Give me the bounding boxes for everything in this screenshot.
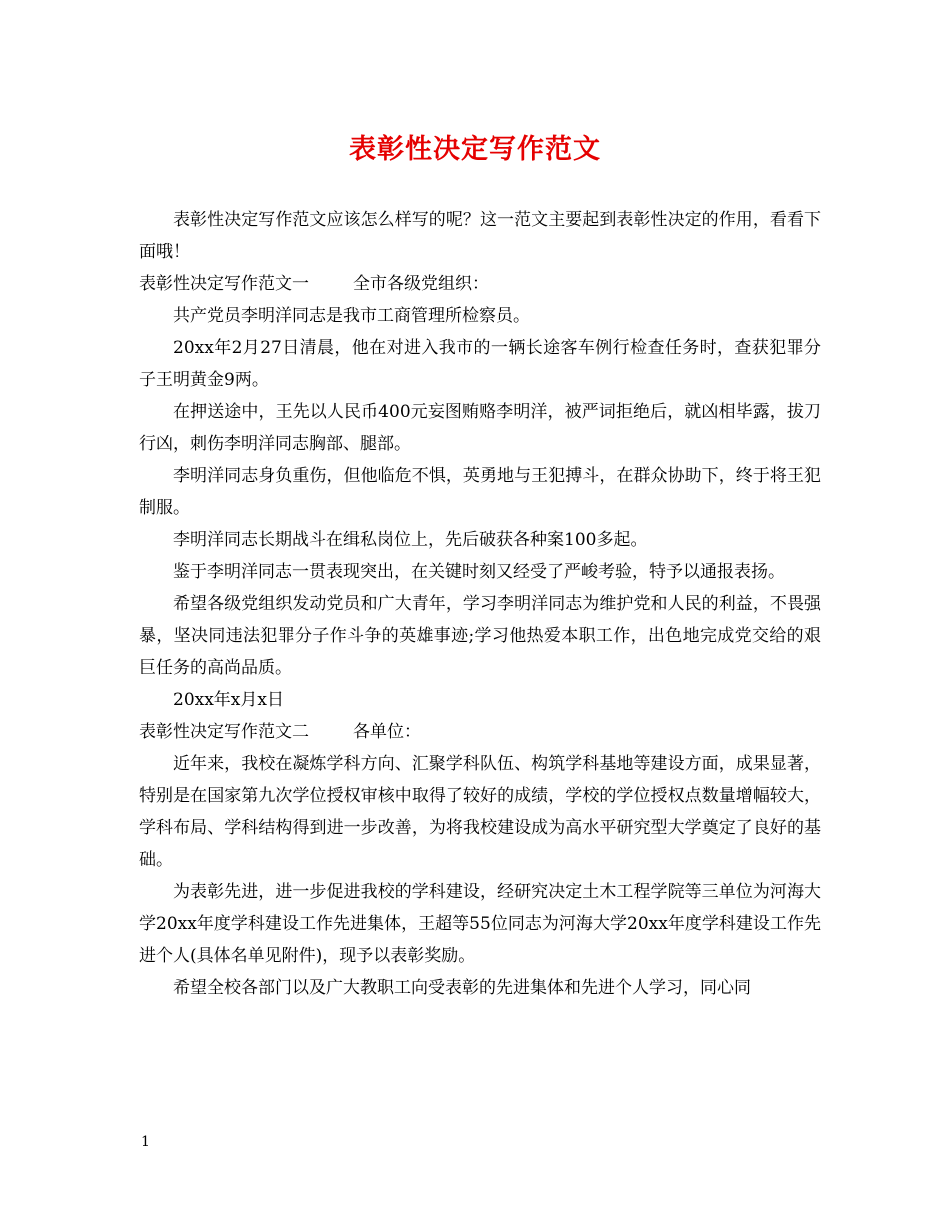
section-heading-paragraph xyxy=(139,268,821,300)
page-number: 1 xyxy=(141,1134,150,1150)
paragraph-text: 全市各级党组织： xyxy=(353,274,489,294)
paragraph-text: 李明洋同志长期战斗在缉私岗位上，先后破获各种案100多起。 xyxy=(173,530,648,550)
body-paragraph xyxy=(139,396,821,460)
section-heading: 表彰性决定写作范文一 xyxy=(139,274,309,294)
paragraph-text: 为表彰先进，进一步促进我校的学科建设，经研究决定土木工程学院等三单位为河海大学20xx年度学科建设工作先进集体，王超等55位同志为河海大学20xx年度学科建设工作先进个人(具体名单见附件)，现予以表彰奖励。 xyxy=(139,882,821,966)
paragraph-text: 希望各级党组织发动党员和广大青年，学习李明洋同志为维护党和人民的利益，不畏强暴，坚决同违法犯罪分子作斗争的英雄事迹;学习他热爱本职工作，出色地完成党交给的艰巨任务的高尚品质。 xyxy=(139,594,821,678)
section-heading-paragraph xyxy=(139,716,821,748)
paragraph-text: 希望全校各部门以及广大教职工向受表彰的先进集体和先进个人学习，同心同 xyxy=(173,978,751,998)
section-heading: 表彰性决定写作范文二 xyxy=(139,722,309,742)
paragraph-text: 近年来，我校在凝炼学科方向、汇聚学科队伍、构筑学科基地等建设方面，成果显著，特别是在国家第九次学位授权审核中取得了较好的成绩，学校的学位授权点数量增幅较大，学科布局、学科结构得到进一步改善，为将我校建设成为高水平研究型大学奠定了良好的基础。 xyxy=(139,754,821,870)
document-body xyxy=(139,204,821,1004)
body-paragraph xyxy=(139,460,821,524)
body-paragraph xyxy=(139,684,821,716)
body-paragraph xyxy=(139,556,821,588)
body-paragraph xyxy=(139,524,821,556)
paragraph-text: 李明洋同志身负重伤，但他临危不惧，英勇地与王犯搏斗，在群众协助下，终于将王犯制服。 xyxy=(139,466,821,518)
paragraph-text: 20xx年x月x日 xyxy=(173,690,284,710)
body-paragraph xyxy=(139,204,821,268)
body-paragraph xyxy=(139,972,821,1004)
paragraph-text: 在押送途中，王先以人民币400元妄图贿赂李明洋，被严词拒绝后，就凶相毕露，拔刀行凶，刺伤李明洋同志胸部、腿部。 xyxy=(139,402,821,454)
paragraph-text: 鉴于李明洋同志一贯表现突出，在关键时刻又经受了严峻考验，特予以通报表扬。 xyxy=(173,562,785,582)
paragraph-text: 各单位： xyxy=(353,722,421,742)
body-paragraph xyxy=(139,748,821,876)
body-paragraph xyxy=(139,300,821,332)
paragraph-text: 表彰性决定写作范文应该怎么样写的呢？这一范文主要起到表彰性决定的作用，看看下面哦！ xyxy=(139,210,821,262)
paragraph-text: 共产党员李明洋同志是我市工商管理所检察员。 xyxy=(173,306,530,326)
document-title: 表彰性决定写作范文 xyxy=(349,134,601,165)
paragraph-text: 20xx年2月27日清晨，他在对进入我市的一辆长途客车例行检查任务时，查获犯罪分子王明黄金9两。 xyxy=(139,338,821,390)
body-paragraph xyxy=(139,588,821,684)
body-paragraph xyxy=(139,876,821,972)
body-paragraph xyxy=(139,332,821,396)
